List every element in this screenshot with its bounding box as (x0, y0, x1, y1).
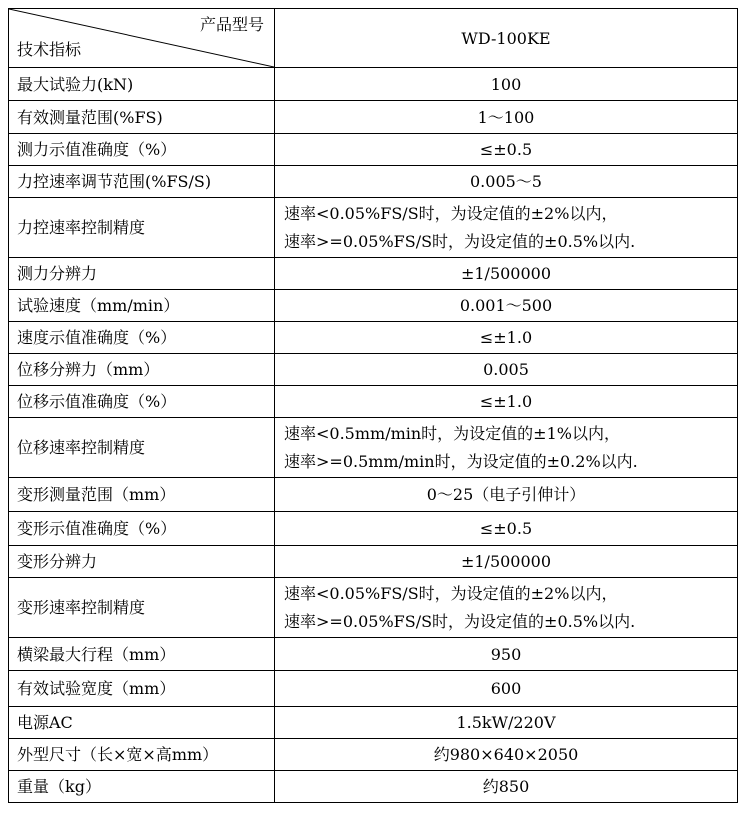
table-row (9, 68, 738, 101)
table-row (9, 386, 738, 418)
table-row (9, 546, 738, 578)
value-cell: 600 (275, 671, 738, 707)
value-cell: ±1/500000 (275, 546, 738, 578)
table-row (9, 258, 738, 290)
param-cell: 测力示值准确度（%） (9, 134, 275, 166)
value-cell: 0.001～500 (275, 290, 738, 322)
param-cell: 电源AC (9, 707, 275, 739)
param-cell: 有效试验宽度（mm） (9, 671, 275, 707)
table-row (9, 512, 738, 546)
value-cell-multiline (275, 418, 738, 478)
table-row (9, 418, 738, 478)
value-cell: 950 (275, 638, 738, 671)
table-row (9, 166, 738, 198)
tech-spec-label: 技术指标 (17, 40, 82, 59)
param-cell: 位移分辨力（mm） (9, 354, 275, 386)
param-cell: 最大试验力(kN) (9, 68, 275, 101)
value-cell: 100 (275, 68, 738, 101)
spec-table (8, 8, 738, 803)
value-cell: ≤±0.5 (275, 512, 738, 546)
table-row (9, 290, 738, 322)
param-cell: 外型尺寸（长×宽×高mm） (9, 739, 275, 771)
table-row (9, 671, 738, 707)
param-cell: 速度示值准确度（%） (9, 322, 275, 354)
value-line: 速率<0.05%FS/S时，为设定值的±2%以内， (284, 583, 618, 603)
value-cell: 0～25（电子引伸计） (275, 478, 738, 512)
table-row (9, 322, 738, 354)
table-row (9, 134, 738, 166)
param-cell: 重量（kg） (9, 771, 275, 803)
param-cell: 有效测量范围(%FS) (9, 101, 275, 134)
value-cell: 1～100 (275, 101, 738, 134)
table-row (9, 771, 738, 803)
param-cell: 测力分辨力 (9, 258, 275, 290)
param-cell: 位移速率控制精度 (9, 418, 275, 478)
param-cell: 力控速率调节范围(%FS/S) (9, 166, 275, 198)
table-row (9, 101, 738, 134)
value-cell: ≤±0.5 (275, 134, 738, 166)
table-row (9, 638, 738, 671)
param-cell: 变形分辨力 (9, 546, 275, 578)
table-row (9, 578, 738, 638)
value-cell-multiline (275, 198, 738, 258)
value-line: 速率>=0.05%FS/S时，为设定值的±0.5%以内. (284, 231, 636, 251)
value-cell: 约850 (275, 771, 738, 803)
table-row (9, 198, 738, 258)
param-cell: 试验速度（mm/min） (9, 290, 275, 322)
table-row (9, 739, 738, 771)
value-line: 速率>=0.05%FS/S时，为设定值的±0.5%以内. (284, 611, 636, 631)
param-cell: 变形示值准确度（%） (9, 512, 275, 546)
value-cell: ≤±1.0 (275, 386, 738, 418)
value-line: 速率<0.05%FS/S时，为设定值的±2%以内， (284, 203, 618, 223)
value-cell: 0.005 (275, 354, 738, 386)
value-cell: 0.005～5 (275, 166, 738, 198)
param-cell: 变形测量范围（mm） (9, 478, 275, 512)
value-cell: ≤±1.0 (275, 322, 738, 354)
product-model-label: 产品型号 (199, 15, 264, 34)
table-row (9, 478, 738, 512)
table-row (9, 354, 738, 386)
param-cell: 力控速率控制精度 (9, 198, 275, 258)
param-cell: 横梁最大行程（mm） (9, 638, 275, 671)
value-cell: 1.5kW/220V (275, 707, 738, 739)
value-cell: 约980×640×2050 (275, 739, 738, 771)
table-row (9, 707, 738, 739)
model-cell: WD-100KE (275, 9, 738, 68)
param-cell: 位移示值准确度（%） (9, 386, 275, 418)
value-cell: ±1/500000 (275, 258, 738, 290)
diagonal-header-cell (9, 9, 275, 68)
header-row (9, 9, 738, 68)
value-cell-multiline (275, 578, 738, 638)
value-line: 速率>=0.5mm/min时，为设定值的±0.2%以内. (284, 451, 638, 471)
param-cell: 变形速率控制精度 (9, 578, 275, 638)
value-line: 速率<0.5mm/min时，为设定值的±1%以内， (284, 423, 620, 443)
